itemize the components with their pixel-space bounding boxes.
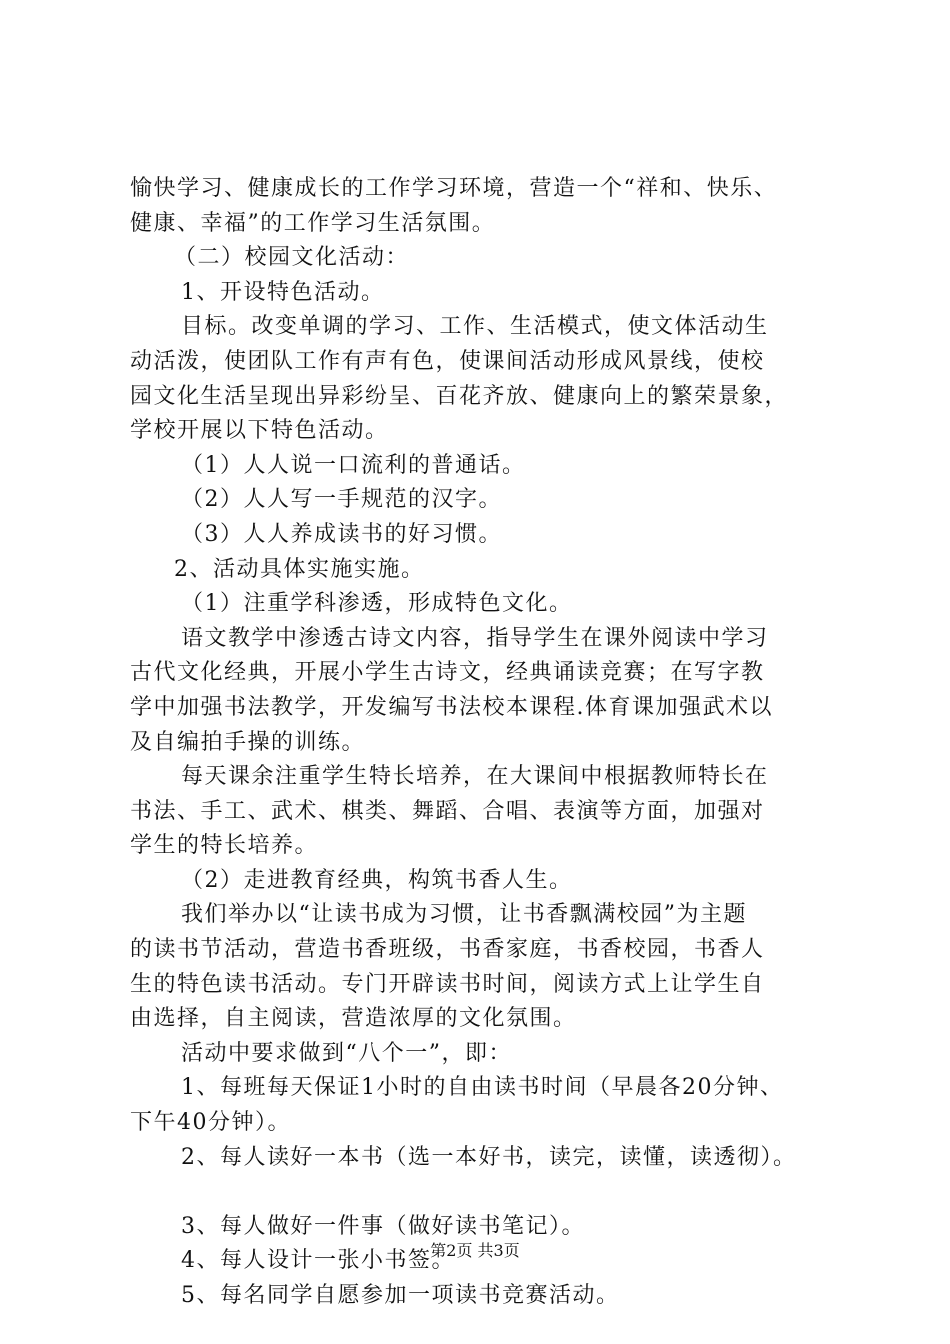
list-item: （2）人人写一手规范的汉字。 xyxy=(181,487,502,513)
list-item: （2）走进教育经典，构筑书香人生。 xyxy=(181,867,573,893)
paragraph-line: 动活泼，使团队工作有声有色，使课间活动形成风景线，使校 xyxy=(130,348,765,374)
paragraph-line: 目标。改变单调的学习、工作、生活模式，使文体活动生 xyxy=(181,314,769,340)
section-heading: （二）校园文化活动： xyxy=(174,245,410,271)
paragraph-line: 活动中要求做到“八个一”，即： xyxy=(181,1040,512,1066)
list-item: 1、每班每天保证1小时的自由读书时间（早晨各20分钟、 xyxy=(181,1075,784,1101)
paragraph-line: 书法、手工、武术、棋类、舞蹈、合唱、表演等方面，加强对 xyxy=(130,798,765,824)
paragraph-line: 及自编拍手操的训练。 xyxy=(130,729,366,755)
paragraph-line: 学中加强书法教学，开发编写书法校本课程.体育课加强武术以 xyxy=(130,694,773,720)
paragraph-line: 学生的特长培养。 xyxy=(130,833,319,859)
blank-line xyxy=(130,1175,855,1210)
paragraph-line: 我们举办以“让读书成为习惯，让书香飘满校园”为主题 xyxy=(181,902,747,928)
page-number-footer: 第2页 共3页 xyxy=(430,1241,520,1260)
subsection-heading: 2、活动具体实施实施。 xyxy=(174,556,425,582)
paragraph-line: 由选择，自主阅读，营造浓厚的文化氛围。 xyxy=(130,1006,577,1032)
paragraph-line: 下午40分钟）。 xyxy=(130,1110,291,1136)
list-item: （1）人人说一口流利的普通话。 xyxy=(181,452,526,478)
paragraph-line: 愉快学习、健康成长的工作学习环境，营造一个“祥和、快乐、 xyxy=(130,176,778,201)
list-item: （3）人人养成读书的好习惯。 xyxy=(181,521,502,547)
paragraph-line: 的读书节活动，营造书香班级，书香家庭，书香校园，书香人 xyxy=(130,937,765,963)
paragraph-line: 学校开展以下特色活动。 xyxy=(130,418,389,444)
list-item: 5、每名同学自愿参加一项读书竞赛活动。 xyxy=(181,1283,620,1308)
document-body xyxy=(130,172,855,1314)
list-item: 3、每人做好一件事（做好读书笔记）。 xyxy=(181,1213,585,1239)
paragraph-line: 园文化生活呈现出异彩纷呈、百花齐放、健康向上的繁荣景象， xyxy=(130,383,789,409)
paragraph-line: 古代文化经典，开展小学生古诗文，经典诵读竞赛；在写字教 xyxy=(130,660,765,686)
paragraph-line: 生的特色读书活动。专门开辟读书时间，阅读方式上让学生自 xyxy=(130,971,765,997)
list-item: 4、每人设计一张小书签。 xyxy=(181,1248,455,1274)
paragraph-line: 每天课余注重学生特长培养，在大课间中根据教师特长在 xyxy=(181,764,769,790)
paragraph-line: 健康、幸福”的工作学习生活氛围。 xyxy=(130,210,496,236)
list-item: （1）注重学科渗透，形成特色文化。 xyxy=(181,591,573,617)
list-item: 2、每人读好一本书（选一本好书，读完，读懂，读透彻）。 xyxy=(181,1144,797,1170)
subsection-heading: 1、开设特色活动。 xyxy=(181,279,385,305)
paragraph-line: 语文教学中渗透古诗文内容，指导学生在课外阅读中学习 xyxy=(181,625,769,651)
